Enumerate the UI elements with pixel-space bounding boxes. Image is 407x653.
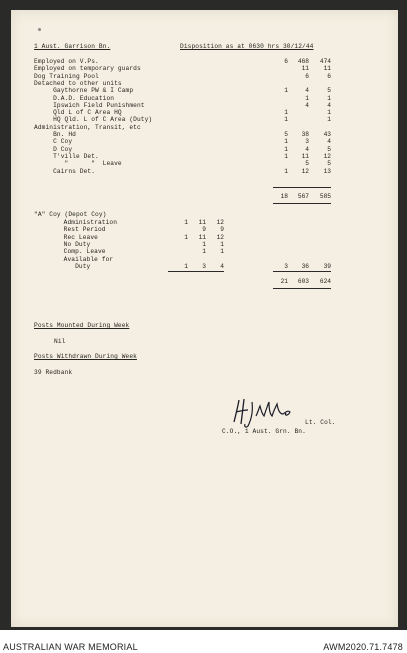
posts-withdrawn-value: 39 Redbank [34,369,73,376]
subtotal-rule [273,187,331,188]
row-value-c5: 4 [305,87,309,95]
row-label: D Coy [34,145,73,153]
row-value-c6: 4 [327,101,331,109]
coy-row-value-c1: 1 [184,219,188,226]
row-value-c5: 4 [305,101,309,109]
row-value-c5: 12 [301,167,309,175]
row-value-c6: 5 [327,87,331,95]
coy-total-value-c5: 36 [301,262,309,270]
coy-row-value-c2: 11 [198,233,206,241]
footer-credit: AUSTRALIAN WAR MEMORIAL [3,642,138,652]
coy-row-label: Comp. Leave [56,248,106,256]
coy-row-label: Rest Period [56,226,106,234]
signature-title: C.O., 1 Aust. Grn. Bn. [222,428,306,435]
subtotal-value-c5: 567 [297,193,309,200]
coy-row-value-c3: 9 [220,226,224,234]
signature-rank: Lt. Col. [305,419,336,426]
signature-scribble [228,394,308,430]
coy-row-label: No Duty [56,240,91,248]
row-value-c6: 4 [327,138,331,146]
coy-duty-value-c3: 4 [220,262,224,270]
row-value-c5: 11 [301,65,309,73]
row-value-c6: 5 [327,160,331,168]
unit-title: 1 Aust. Garrison Bn. [34,43,111,50]
posts-withdrawn-heading: Posts Withdrawn During Week [34,353,137,360]
posts-mounted-value: Nil [54,338,66,345]
row-value-c5: 1 [305,94,309,102]
coy-duty-value-c1: 1 [184,262,188,270]
row-value-c4: 1 [284,138,288,146]
coy-row-value-c2: 9 [202,226,206,234]
coy-row-value-c3: 12 [216,233,224,241]
row-label: T'ville Det. [34,152,99,160]
row-value-c6: 1 [327,109,331,117]
row-value-c4: 1 [284,145,288,153]
row-label: Detached to other units [34,79,122,87]
coy-heading: "A" Coy (Depot Coy) [34,211,107,218]
footer-bar [0,630,407,653]
subtotal-value-c6: 585 [319,193,331,200]
coy-row-value-c3: 12 [216,219,224,226]
coy-row-value-c3: 1 [220,240,224,248]
row-value-c4: 1 [284,87,288,95]
row-value-c6: 13 [323,167,331,175]
row-value-c5: 4 [305,145,309,153]
row-label: Administration, Transit, etc [34,123,141,131]
row-value-c5: 6 [305,72,309,80]
row-label: Cairns Det. [34,167,96,175]
row-value-c6: 1 [327,116,331,124]
row-value-c6: 474 [319,58,331,65]
row-label: " " Leave [34,160,122,168]
coy-row-value-c3: 1 [220,248,224,256]
row-value-c4: 6 [284,58,288,65]
row-value-c4: 1 [284,109,288,117]
row-label: Gaythorne PW & I Camp [34,87,134,95]
row-label: Bn. Hd [34,131,76,138]
posts-mounted-heading: Posts Mounted During Week [34,322,130,329]
footer-accession-number: AWM2020.71.7478 [323,642,403,652]
grand-total-value-c6: 624 [319,277,331,285]
coy-total-value-c6: 39 [323,262,331,270]
coy-duty-rule [168,271,224,272]
row-value-c6: 6 [327,72,331,80]
grand-total-rule [273,288,331,289]
row-value-c4: 1 [284,152,288,160]
row-label: HQ Qld. L of C Area (Duty) [34,116,153,124]
grand-total-value-c5: 603 [297,277,309,285]
row-value-c5: 3 [305,138,309,146]
punch-hole-mark [38,28,41,31]
coy-duty-value-c2: 3 [202,262,206,270]
row-label: D.A.D. Education [34,94,115,102]
row-label: Employed on V.Ps. [34,58,99,65]
coy-row-value-c1: 1 [184,233,188,241]
grand-total-value-c4: 21 [280,277,288,285]
row-value-c6: 5 [327,145,331,153]
coy-row-label: Administration [56,219,118,226]
row-label: Qld L of C Area HQ [34,109,122,117]
row-value-c6: 1 [327,94,331,102]
row-label: C Coy [34,138,73,146]
coy-row-label: Available for [56,255,114,263]
coy-row-value-c2: 1 [202,240,206,248]
subtotal-double-rule [273,203,331,204]
coy-row-label: Rec Leave [56,233,98,241]
row-label: Dog Training Pool [34,72,99,80]
row-value-c4: 1 [284,167,288,175]
row-value-c4: 1 [284,116,288,124]
row-label: Employed on temporary guards [34,65,141,73]
coy-total-rule [273,271,331,272]
row-label: Ipswich Field Punishment [34,101,145,109]
row-value-c5: 11 [301,152,309,160]
row-value-c6: 12 [323,152,331,160]
coy-total-value-c4: 3 [284,262,288,270]
coy-duty-label: Duty [56,262,91,270]
row-value-c5: 38 [301,131,309,138]
row-value-c5: 5 [305,160,309,168]
row-value-c6: 43 [323,131,331,138]
coy-row-value-c2: 1 [202,248,206,256]
row-value-c6: 11 [323,65,331,73]
disposition-title: Disposition as at 0630 hrs 30/12/44 [180,43,314,50]
row-value-c5: 468 [297,58,309,65]
coy-row-value-c2: 11 [198,219,206,226]
subtotal-value-c4: 18 [280,193,288,200]
row-value-c4: 5 [284,131,288,138]
